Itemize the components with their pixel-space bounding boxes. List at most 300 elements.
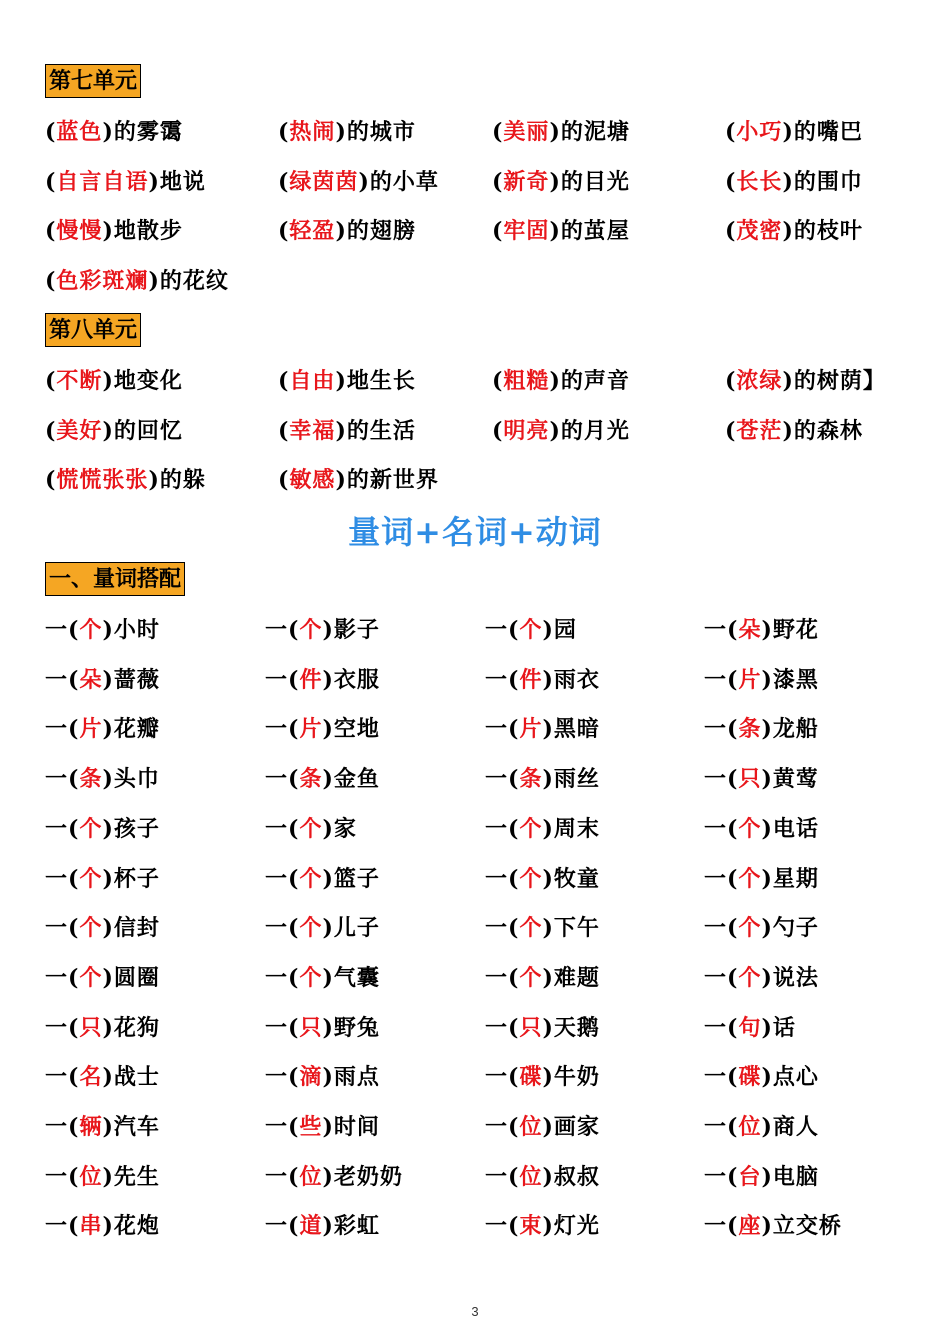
answer-word: 美好 [56, 417, 103, 444]
answer-word: 个 [79, 815, 103, 842]
phrase-prefix: 一 [265, 815, 289, 842]
open-paren: ( [288, 617, 300, 643]
close-paren: ) [335, 467, 347, 494]
close-paren: ) [542, 766, 554, 793]
answer-word: 束 [519, 1213, 543, 1240]
close-paren: ) [322, 617, 334, 643]
phrase-suffix: 的茧屋 [560, 218, 630, 245]
answer-word: 小巧 [736, 119, 783, 145]
answer-word: 滴 [299, 1064, 323, 1091]
phrase-suffix: 花炮 [113, 1213, 160, 1240]
open-paren: ( [492, 119, 504, 145]
phrase-suffix: 的花纹 [159, 268, 229, 295]
close-paren: ) [102, 666, 114, 693]
open-paren: ( [727, 1163, 739, 1190]
phrase-suffix: 龙船 [772, 716, 819, 743]
phrase-prefix: 一 [265, 915, 289, 942]
phrase-row [45, 662, 915, 698]
phrase-item [45, 1059, 160, 1095]
open-paren: ( [278, 368, 290, 394]
phrase-item [492, 213, 630, 249]
answer-word: 片 [299, 716, 323, 743]
answer-word: 句 [738, 1014, 762, 1041]
close-paren: ) [542, 1213, 554, 1240]
close-paren: ) [322, 1114, 334, 1140]
close-paren: ) [102, 368, 114, 394]
answer-word: 蓝色 [56, 119, 103, 145]
close-paren: ) [761, 666, 773, 693]
phrase-prefix: 一 [485, 915, 509, 942]
close-paren: ) [335, 218, 347, 245]
answer-word: 慌慌张张 [56, 467, 149, 494]
phrase-item [45, 413, 183, 449]
phrase-row [45, 164, 915, 200]
phrase-suffix: 汽车 [113, 1114, 160, 1140]
close-paren: ) [761, 1064, 773, 1091]
close-paren: ) [761, 1213, 773, 1240]
answer-word: 座 [738, 1213, 762, 1240]
phrase-suffix: 圆圈 [113, 964, 160, 991]
phrase-item [45, 1208, 160, 1244]
phrase-item [265, 960, 380, 996]
phrase-suffix: 下午 [553, 915, 600, 942]
open-paren: ( [725, 119, 737, 145]
answer-word: 位 [519, 1163, 543, 1190]
close-paren: ) [542, 815, 554, 842]
phrase-row [45, 263, 915, 299]
phrase-prefix: 一 [704, 915, 728, 942]
phrase-suffix: 地生长 [346, 368, 416, 394]
open-paren: ( [288, 964, 300, 991]
phrase-row [45, 363, 915, 399]
close-paren: ) [102, 1014, 114, 1041]
phrase-row [45, 711, 915, 747]
phrase-suffix: 牧童 [553, 865, 600, 892]
phrase-item [45, 910, 160, 946]
close-paren: ) [761, 1114, 773, 1140]
open-paren: ( [508, 716, 520, 743]
phrase-suffix: 孩子 [113, 815, 160, 842]
close-paren: ) [102, 915, 114, 942]
phrase-item [45, 1159, 160, 1195]
answer-word: 个 [299, 617, 323, 643]
phrase-suffix: 话 [772, 1014, 796, 1041]
open-paren: ( [278, 218, 290, 245]
phrase-prefix: 一 [485, 617, 509, 643]
phrase-prefix: 一 [265, 1114, 289, 1140]
open-paren: ( [45, 168, 57, 195]
answer-word: 条 [738, 716, 762, 743]
phrase-item [485, 811, 600, 847]
close-paren: ) [549, 168, 561, 195]
phrase-item [45, 114, 183, 150]
phrase-prefix: 一 [704, 617, 728, 643]
open-paren: ( [68, 766, 80, 793]
answer-word: 个 [519, 815, 543, 842]
open-paren: ( [68, 666, 80, 693]
open-paren: ( [725, 168, 737, 195]
phrase-suffix: 家 [333, 815, 357, 842]
open-paren: ( [288, 666, 300, 693]
open-paren: ( [45, 268, 57, 295]
phrase-suffix: 时间 [333, 1114, 380, 1140]
close-paren: ) [102, 1213, 114, 1240]
open-paren: ( [727, 964, 739, 991]
phrase-suffix: 野兔 [333, 1014, 380, 1041]
answer-word: 辆 [79, 1114, 103, 1140]
phrase-item [704, 761, 819, 797]
phrase-suffix: 的嘴巴 [793, 119, 863, 145]
open-paren: ( [508, 1213, 520, 1240]
open-paren: ( [727, 1064, 739, 1091]
close-paren: ) [102, 865, 114, 892]
open-paren: ( [492, 368, 504, 394]
answer-word: 个 [299, 815, 323, 842]
close-paren: ) [322, 666, 334, 693]
phrase-prefix: 一 [485, 766, 509, 793]
phrase-item [45, 1109, 160, 1145]
open-paren: ( [288, 1114, 300, 1140]
answer-word: 个 [79, 617, 103, 643]
phrase-suffix: 勺子 [772, 915, 819, 942]
phrase-row [45, 413, 915, 449]
phrase-item [45, 164, 206, 200]
open-paren: ( [45, 467, 57, 494]
open-paren: ( [727, 666, 739, 693]
answer-word: 个 [299, 964, 323, 991]
phrase-item [45, 761, 160, 797]
answer-word: 幸福 [289, 417, 336, 444]
answer-word: 串 [79, 1213, 103, 1240]
close-paren: ) [322, 815, 334, 842]
phrase-item [45, 861, 160, 897]
phrase-prefix: 一 [45, 1163, 69, 1190]
phrase-suffix: 空地 [333, 716, 380, 743]
phrase-prefix: 一 [704, 1163, 728, 1190]
phrase-item [704, 811, 819, 847]
open-paren: ( [508, 865, 520, 892]
phrase-prefix: 一 [45, 1114, 69, 1140]
answer-word: 个 [519, 865, 543, 892]
phrase-prefix: 一 [704, 766, 728, 793]
phrase-item [278, 363, 416, 399]
close-paren: ) [335, 119, 347, 145]
phrase-item [492, 164, 630, 200]
open-paren: ( [508, 617, 520, 643]
phrase-item [278, 164, 439, 200]
phrase-item [265, 1159, 403, 1195]
phrase-suffix: 战士 [113, 1064, 160, 1091]
open-paren: ( [68, 1114, 80, 1140]
close-paren: ) [102, 766, 114, 793]
phrase-suffix: 画家 [553, 1114, 600, 1140]
phrase-prefix: 一 [45, 666, 69, 693]
phrase-suffix: 花瓣 [113, 716, 160, 743]
answer-word: 朵 [738, 617, 762, 643]
phrase-prefix: 一 [704, 964, 728, 991]
answer-word: 苍茫 [736, 417, 783, 444]
phrase-item [265, 612, 380, 648]
close-paren: ) [549, 119, 561, 145]
answer-word: 位 [738, 1114, 762, 1140]
open-paren: ( [727, 1213, 739, 1240]
phrase-prefix: 一 [45, 766, 69, 793]
phrase-prefix: 一 [265, 716, 289, 743]
answer-word: 件 [519, 666, 543, 693]
phrase-suffix: 老奶奶 [333, 1163, 403, 1190]
answer-word: 片 [79, 716, 103, 743]
close-paren: ) [761, 1014, 773, 1041]
phrase-item [725, 164, 863, 200]
phrase-item [45, 263, 229, 299]
answer-word: 条 [79, 766, 103, 793]
close-paren: ) [542, 617, 554, 643]
phrase-item [485, 662, 600, 698]
phrase-suffix: 难题 [553, 964, 600, 991]
phrase-item [485, 960, 600, 996]
phrase-row [45, 910, 915, 946]
close-paren: ) [542, 1064, 554, 1091]
phrase-item [704, 711, 819, 747]
phrase-item [265, 1208, 380, 1244]
close-paren: ) [761, 964, 773, 991]
phrase-item [704, 612, 819, 648]
close-paren: ) [322, 1014, 334, 1041]
close-paren: ) [148, 467, 160, 494]
phrase-suffix: 的月光 [560, 417, 630, 444]
close-paren: ) [761, 1163, 773, 1190]
phrase-prefix: 一 [704, 1114, 728, 1140]
phrase-prefix: 一 [485, 964, 509, 991]
answer-word: 自言自语 [56, 168, 149, 195]
phrase-suffix: 野花 [772, 617, 819, 643]
phrase-prefix: 一 [265, 865, 289, 892]
answer-word: 个 [79, 865, 103, 892]
open-paren: ( [278, 168, 290, 195]
phrase-item [265, 910, 380, 946]
close-paren: ) [542, 964, 554, 991]
phrase-suffix: 杯子 [113, 865, 160, 892]
phrase-item [265, 1059, 380, 1095]
phrase-suffix: 的雾霭 [113, 119, 183, 145]
open-paren: ( [727, 865, 739, 892]
phrase-item [45, 711, 160, 747]
phrase-prefix: 一 [45, 1064, 69, 1091]
answer-word: 片 [738, 666, 762, 693]
phrase-row [45, 114, 915, 150]
answer-word: 位 [79, 1163, 103, 1190]
phrase-item [265, 861, 380, 897]
measure-heading: 一、量词搭配 [45, 562, 185, 596]
open-paren: ( [68, 815, 80, 842]
open-paren: ( [508, 915, 520, 942]
phrase-item [278, 462, 439, 498]
open-paren: ( [45, 218, 57, 245]
phrase-item [265, 761, 380, 797]
phrase-item [704, 1109, 819, 1145]
open-paren: ( [725, 368, 737, 394]
phrase-suffix: 衣服 [333, 666, 380, 693]
phrase-item [725, 413, 863, 449]
answer-word: 长长 [736, 168, 783, 195]
answer-word: 些 [299, 1114, 323, 1140]
phrase-suffix: 天鹅 [553, 1014, 600, 1041]
phrase-suffix: 雨点 [333, 1064, 380, 1091]
answer-word: 碟 [519, 1064, 543, 1091]
answer-word: 片 [519, 716, 543, 743]
phrase-suffix: 的枝叶 [793, 218, 863, 245]
close-paren: ) [761, 617, 773, 643]
close-paren: ) [782, 218, 794, 245]
answer-word: 只 [738, 766, 762, 793]
close-paren: ) [549, 368, 561, 394]
phrase-suffix: 小时 [113, 617, 160, 643]
close-paren: ) [322, 766, 334, 793]
phrase-row [45, 1159, 915, 1195]
phrase-row [45, 1059, 915, 1095]
phrase-suffix: 先生 [113, 1163, 160, 1190]
phrase-prefix: 一 [45, 617, 69, 643]
close-paren: ) [358, 168, 370, 195]
phrase-prefix: 一 [45, 716, 69, 743]
phrase-item [704, 1010, 796, 1046]
answer-word: 粗糙 [503, 368, 550, 394]
phrase-prefix: 一 [265, 766, 289, 793]
open-paren: ( [725, 417, 737, 444]
close-paren: ) [549, 417, 561, 444]
open-paren: ( [508, 1163, 520, 1190]
open-paren: ( [68, 865, 80, 892]
phrase-prefix: 一 [485, 716, 509, 743]
answer-word: 个 [299, 865, 323, 892]
phrase-prefix: 一 [485, 1064, 509, 1091]
phrase-prefix: 一 [265, 1014, 289, 1041]
phrase-item [45, 811, 160, 847]
open-paren: ( [727, 766, 739, 793]
close-paren: ) [322, 1213, 334, 1240]
open-paren: ( [508, 1114, 520, 1140]
phrase-suffix: 花狗 [113, 1014, 160, 1041]
phrase-item [704, 861, 819, 897]
phrase-suffix: 的泥塘 [560, 119, 630, 145]
phrase-item [704, 960, 819, 996]
phrase-item [485, 1208, 600, 1244]
open-paren: ( [278, 417, 290, 444]
close-paren: ) [322, 1163, 334, 1190]
open-paren: ( [45, 417, 57, 444]
answer-word: 朵 [79, 666, 103, 693]
phrase-item [492, 114, 630, 150]
answer-word: 个 [79, 915, 103, 942]
open-paren: ( [68, 964, 80, 991]
phrase-suffix: 雨衣 [553, 666, 600, 693]
answer-word: 轻盈 [289, 218, 336, 245]
open-paren: ( [508, 766, 520, 793]
close-paren: ) [102, 617, 114, 643]
phrase-prefix: 一 [45, 964, 69, 991]
phrase-item [278, 114, 416, 150]
phrase-prefix: 一 [485, 1014, 509, 1041]
phrase-suffix: 商人 [772, 1114, 819, 1140]
answer-word: 个 [519, 915, 543, 942]
answer-word: 件 [299, 666, 323, 693]
unit7-heading: 第七单元 [45, 64, 141, 98]
open-paren: ( [288, 1163, 300, 1190]
phrase-row [45, 1208, 915, 1244]
phrase-item [485, 761, 600, 797]
phrase-row [45, 811, 915, 847]
phrase-suffix: 地说 [159, 168, 206, 195]
phrase-item [265, 1109, 380, 1145]
open-paren: ( [68, 915, 80, 942]
phrase-item [492, 363, 630, 399]
close-paren: ) [761, 766, 773, 793]
phrase-prefix: 一 [45, 1014, 69, 1041]
open-paren: ( [508, 815, 520, 842]
phrase-item [704, 1208, 842, 1244]
close-paren: ) [322, 716, 334, 743]
open-paren: ( [45, 119, 57, 145]
phrase-item [704, 662, 819, 698]
phrase-item [725, 213, 863, 249]
phrase-row [45, 1010, 915, 1046]
phrase-suffix: 园 [553, 617, 577, 643]
phrase-suffix: 的声音 [560, 368, 630, 394]
phrase-item [485, 1010, 600, 1046]
close-paren: ) [102, 716, 114, 743]
open-paren: ( [727, 915, 739, 942]
phrase-row [45, 960, 915, 996]
phrase-prefix: 一 [485, 865, 509, 892]
phrase-prefix: 一 [704, 865, 728, 892]
phrase-item [725, 363, 886, 399]
open-paren: ( [492, 218, 504, 245]
answer-word: 不断 [56, 368, 103, 394]
phrase-prefix: 一 [45, 815, 69, 842]
phrase-suffix: 点心 [772, 1064, 819, 1091]
open-paren: ( [727, 617, 739, 643]
phrase-row [45, 1109, 915, 1145]
phrase-prefix: 一 [265, 666, 289, 693]
close-paren: ) [542, 666, 554, 693]
open-paren: ( [45, 368, 57, 394]
open-paren: ( [727, 815, 739, 842]
close-paren: ) [102, 417, 114, 444]
phrase-prefix: 一 [485, 1213, 509, 1240]
phrase-suffix: 立交桥 [772, 1213, 842, 1240]
close-paren: ) [102, 964, 114, 991]
answer-word: 个 [519, 617, 543, 643]
answer-word: 条 [299, 766, 323, 793]
open-paren: ( [68, 1213, 80, 1240]
phrase-suffix: 的翅膀 [346, 218, 416, 245]
open-paren: ( [288, 815, 300, 842]
phrase-suffix: 篮子 [333, 865, 380, 892]
close-paren: ) [102, 119, 114, 145]
phrase-suffix: 漆黑 [772, 666, 819, 693]
phrase-suffix: 的躲 [159, 467, 206, 494]
answer-word: 新奇 [503, 168, 550, 195]
close-paren: ) [148, 168, 160, 195]
close-paren: ) [102, 815, 114, 842]
close-paren: ) [542, 716, 554, 743]
phrase-item [485, 861, 600, 897]
phrase-suffix: 的围巾 [793, 168, 863, 195]
phrase-prefix: 一 [265, 964, 289, 991]
phrase-suffix: 儿子 [333, 915, 380, 942]
answer-word: 位 [299, 1163, 323, 1190]
phrase-item [485, 612, 577, 648]
